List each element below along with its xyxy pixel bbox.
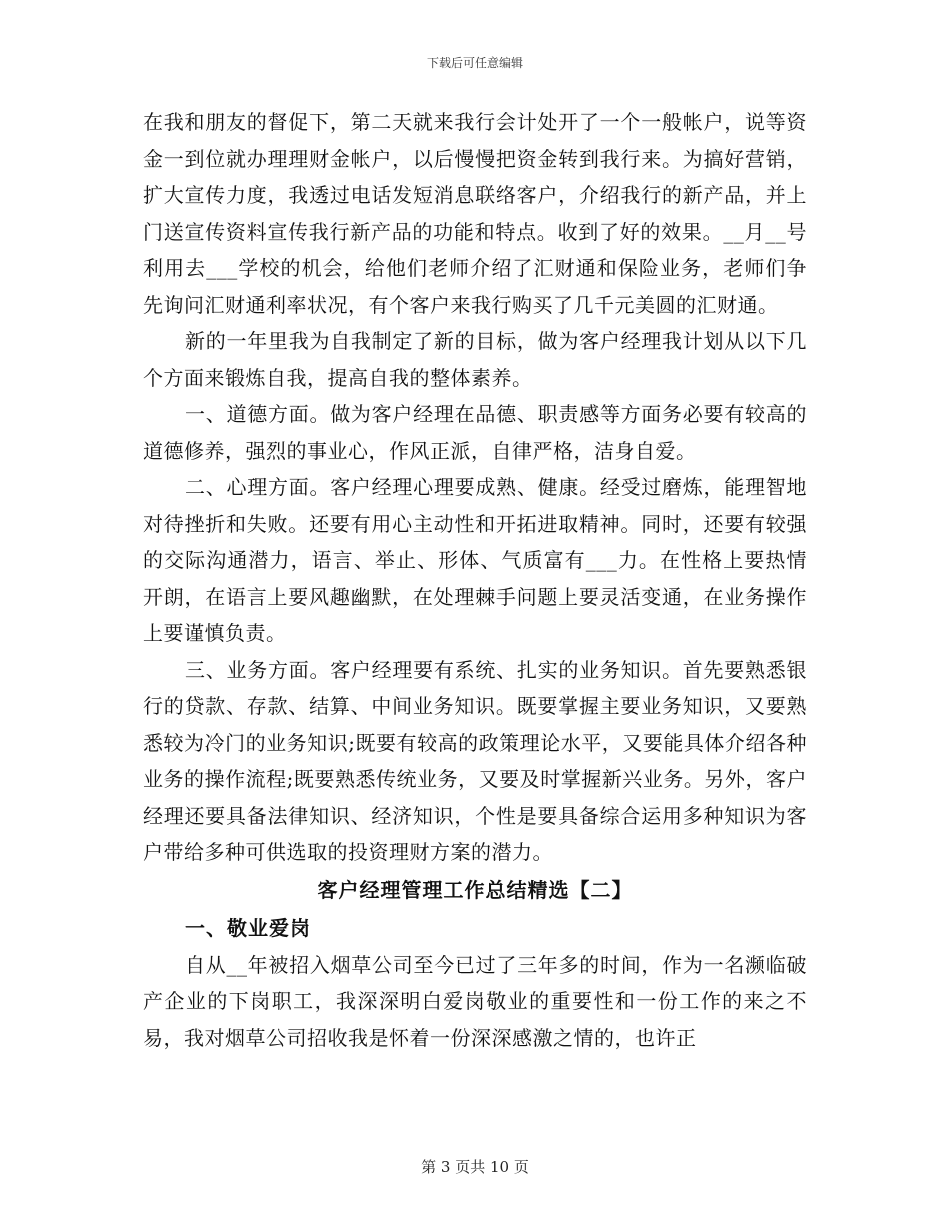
paragraph-continuation: 在我和朋友的督促下，第二天就来我行会计处开了一个一般帐户，说等资金一到位就办理理财金帐户，以后慢慢把资金转到我行来。为搞好营销，扩大宣传力度，我透过电话发短消息联络客户，介绍我行的新产品，并上门送宣传资料宣传我行新产品的功能和特点。收到了好的效果。__月__号利用去___学校的机会，给他们老师介绍了汇财通和保险业务，老师们争先询问汇财通利率状况，有个客户来我行购买了几千元美圆的汇财通。 xyxy=(143,110,807,317)
section-title: 客户经理管理工作总结精选【二】 xyxy=(317,877,633,902)
document-body xyxy=(143,104,807,1056)
paragraph-morality: 一、道德方面。做为客户经理在品德、职责感等方面务必要有较高的道德修养，强烈的事业心，作风正派，自律严格，洁身自爱。 xyxy=(143,402,807,463)
paragraph-dedication: 自从__年被招入烟草公司至今已过了三年多的时间，作为一名濒临破产企业的下岗职工，我深深明白爱岗敬业的重要性和一份工作的来之不易，我对烟草公司招收我是怀着一份深深感激之情的，也许正 xyxy=(143,952,807,1050)
page-header: 下载后可任意编辑 xyxy=(426,56,523,70)
paragraph-psychology: 二、心理方面。客户经理心理要成熟、健康。经受过磨炼，能理智地对待挫折和失败。还要有用心主动性和开拓进取精神。同时，还要有较强的交际沟通潜力，语言、举止、形体、气质富有___力。在性格上要热情开朗，在语言上要风趣幽默，在处理棘手问题上要灵活变通，在业务操作上要谨慎负责。 xyxy=(143,475,807,645)
page-number: 第 3 页共 10 页 xyxy=(421,1158,529,1176)
section-subheading: 一、敬业爱岗 xyxy=(185,915,311,940)
paragraph-business: 三、业务方面。客户经理要有系统、扎实的业务知识。首先要熟悉银行的贷款、存款、结算、中间业务知识。既要掌握主要业务知识，又要熟悉较为冷门的业务知识;既要有较高的政策理论水平，又要能具体介绍各种业务的操作流程;既要熟悉传统业务，又要及时掌握新兴业务。另外，客户经理还要具备法律知识、经济知识，个性是要具备综合运用多种知识为客户带给多种可供选取的投资理财方案的潜力。 xyxy=(143,657,807,864)
paragraph-goals: 新的一年里我为自我制定了新的目标，做为客户经理我计划从以下几个方面来锻炼自我，提高自我的整体素养。 xyxy=(143,329,807,390)
